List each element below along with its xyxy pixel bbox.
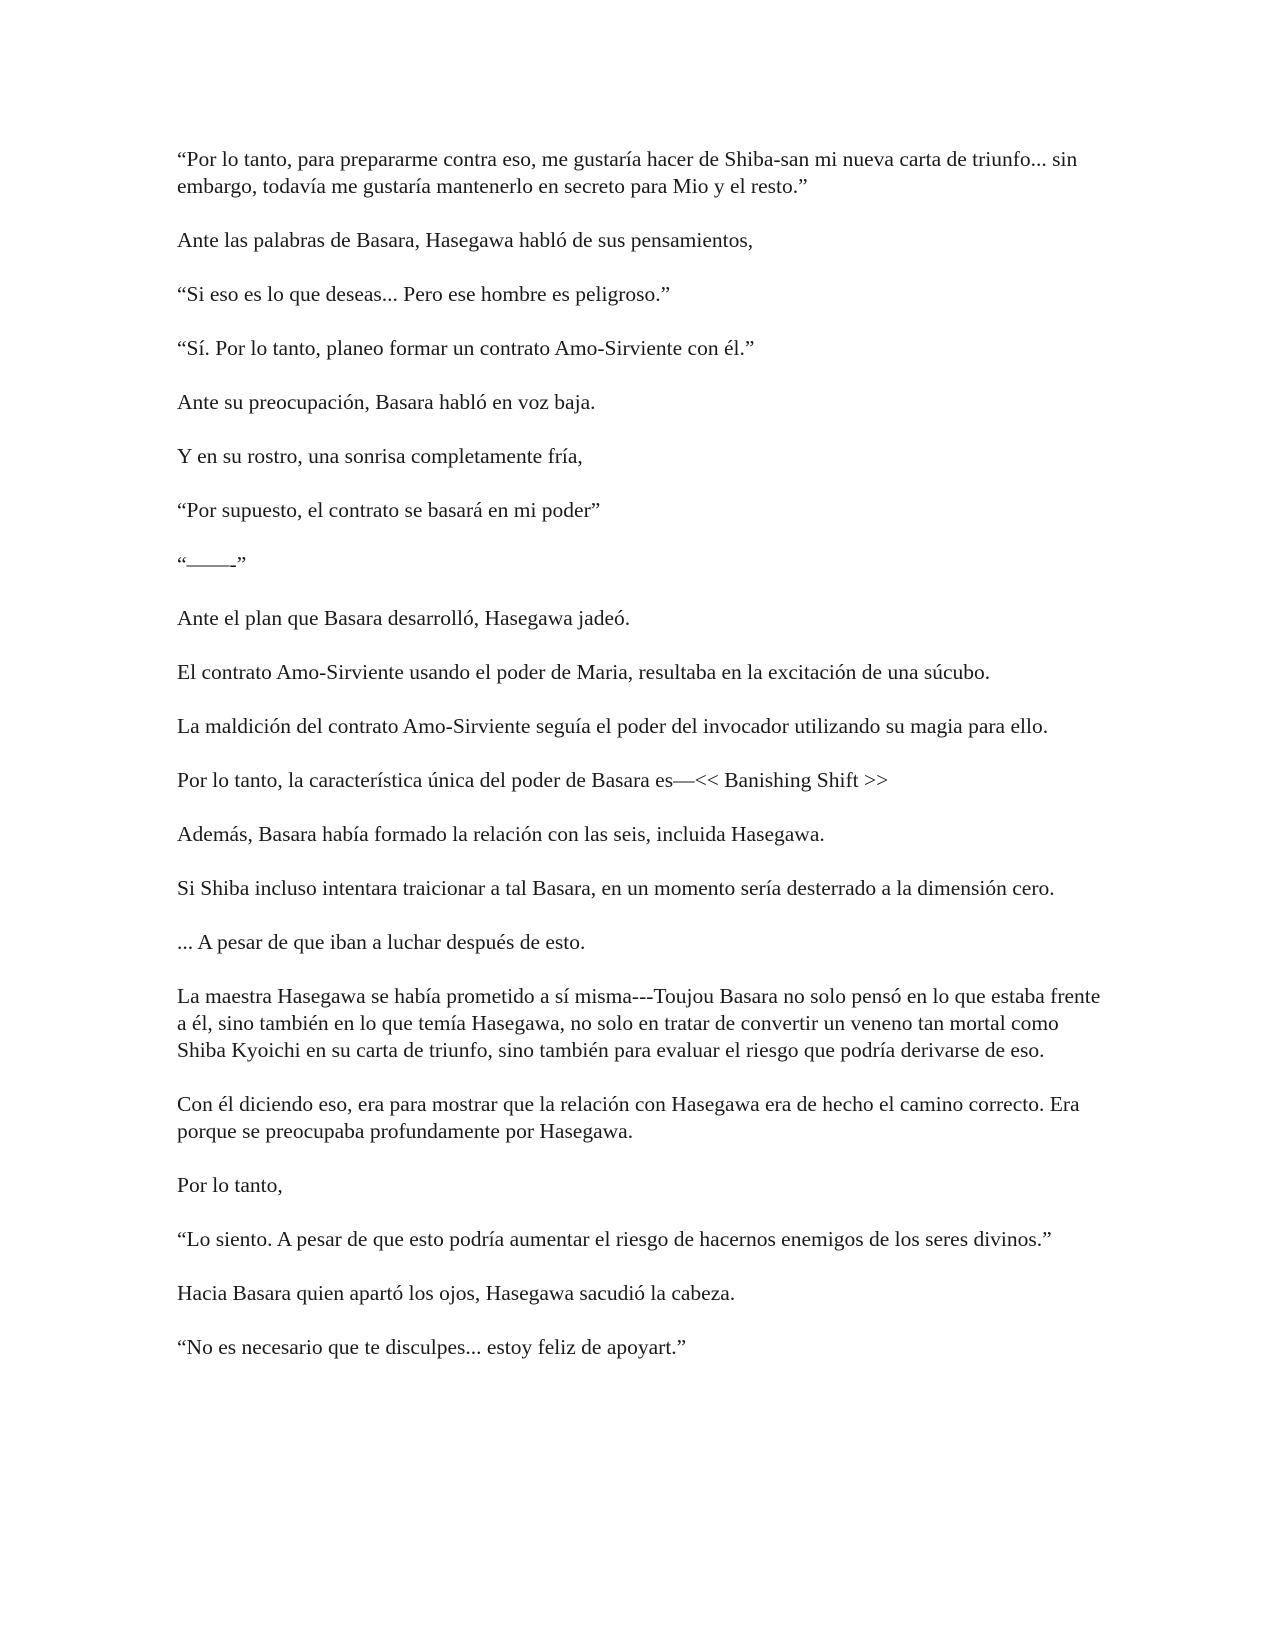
- paragraph: La maestra Hasegawa se había prometido a sí misma---Toujou Basara no solo pensó en lo que estaba frente a él, sino también en lo que temía Hasegawa, no solo en tratar de convertir un veneno tan mortal como Shiba Kyoichi en su carta de triunfo, sino también para evaluar el riesgo que podría derivarse de eso.: [177, 984, 1101, 1062]
- paragraph: “Si eso es lo que deseas... Pero ese hombre es peligroso.”: [177, 282, 671, 306]
- paragraph: ... A pesar de que iban a luchar después de esto.: [177, 930, 586, 954]
- paragraph: Ante las palabras de Basara, Hasegawa habló de sus pensamientos,: [177, 228, 754, 252]
- paragraph: El contrato Amo-Sirviente usando el poder de Maria, resultaba en la excitación de una súcubo.: [177, 660, 991, 684]
- document-body: [177, 146, 1102, 1388]
- paragraph: “——-”: [177, 552, 247, 576]
- paragraph: “Lo siento. A pesar de que esto podría aumentar el riesgo de hacernos enemigos de los seres divinos.”: [177, 1227, 1052, 1251]
- paragraph: “No es necesario que te disculpes... estoy feliz de apoyart.”: [177, 1335, 687, 1359]
- paragraph: Hacia Basara quien apartó los ojos, Hasegawa sacudió la cabeza.: [177, 1281, 736, 1305]
- paragraph: Y en su rostro, una sonrisa completamente fría,: [177, 444, 583, 468]
- paragraph: La maldición del contrato Amo-Sirviente seguía el poder del invocador utilizando su magia para ello.: [177, 714, 1049, 738]
- paragraph: Por lo tanto,: [177, 1173, 283, 1197]
- paragraph: Ante el plan que Basara desarrolló, Hasegawa jadeó.: [177, 606, 631, 630]
- paragraph: Por lo tanto, la característica única del poder de Basara es—<< Banishing Shift >>: [177, 768, 889, 792]
- paragraph: Con él diciendo eso, era para mostrar que la relación con Hasegawa era de hecho el camino correcto. Era porque se preocupaba profundamente por Hasegawa.: [177, 1092, 1080, 1143]
- paragraph: Si Shiba incluso intentara traicionar a tal Basara, en un momento sería desterrado a la dimensión cero.: [177, 876, 1055, 900]
- paragraph: “Sí. Por lo tanto, planeo formar un contrato Amo-Sirviente con él.”: [177, 336, 755, 360]
- paragraph: “Por supuesto, el contrato se basará en mi poder”: [177, 498, 601, 522]
- paragraph: “Por lo tanto, para prepararme contra eso, me gustaría hacer de Shiba-san mi nueva carta de triunfo... sin embargo, todavía me gustaría mantenerlo en secreto para Mio y el resto.”: [177, 147, 1078, 198]
- paragraph: Además, Basara había formado la relación con las seis, incluida Hasegawa.: [177, 822, 825, 846]
- paragraph: Ante su preocupación, Basara habló en voz baja.: [177, 390, 596, 414]
